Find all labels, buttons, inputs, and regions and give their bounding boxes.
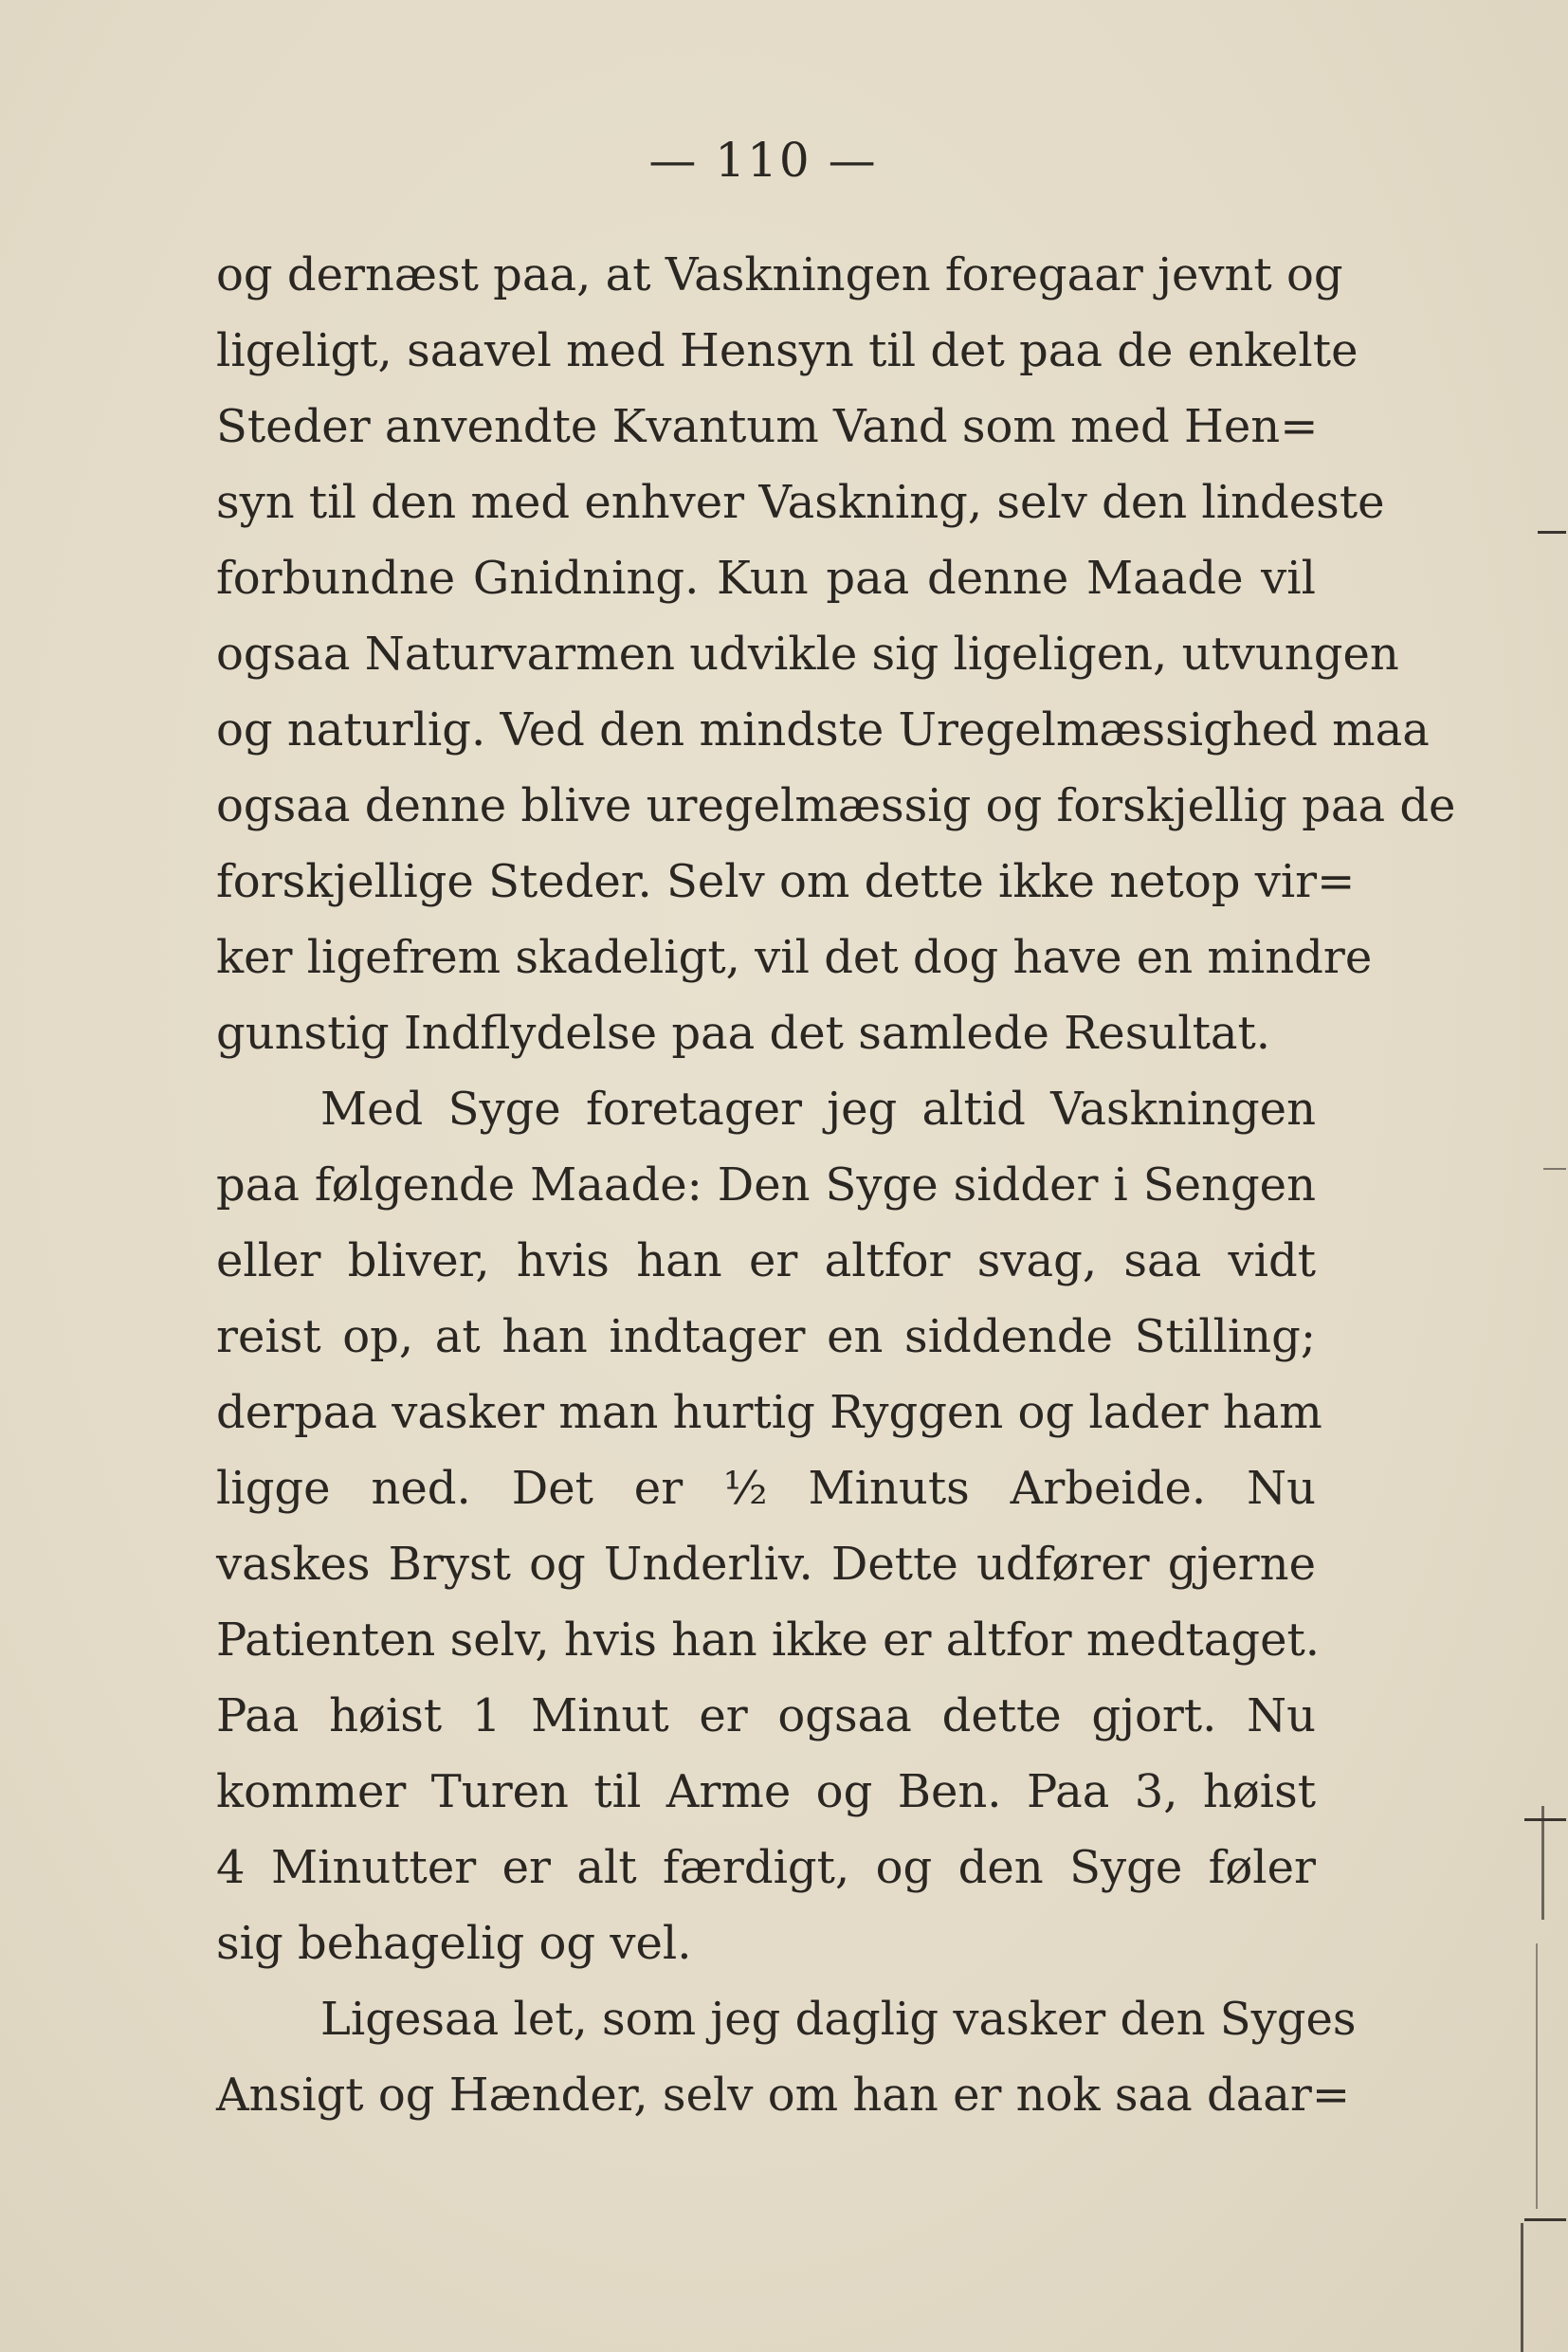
- text-line: forskjellige Steder. Selv om dette ikke netop vir=: [216, 855, 1356, 908]
- text-line: vaskes Bryst og Underliv. Dette udfører gjerne: [216, 1538, 1316, 1591]
- scan-edge-line: [1521, 2223, 1523, 2352]
- text-line: ligeligt, saavel med Hensyn til det paa de enkelte: [216, 324, 1358, 377]
- text-line: og naturlig. Ved den mindste Uregelmæssighed maa: [216, 703, 1430, 757]
- text-line: Steder anvendte Kvantum Vand som med Hen=: [216, 400, 1319, 453]
- text-line: Med Syge foretager jeg altid Vaskningen: [320, 1083, 1316, 1136]
- text-line: Ligesaa let, som jeg daglig vasker den Syges: [320, 1993, 1357, 2046]
- text-line: Patienten selv, hvis han ikke er altfor medtaget.: [216, 1614, 1321, 1667]
- text-line: Paa høist 1 Minut er ogsaa dette gjort. Nu: [216, 1689, 1316, 1742]
- text-line: ogsaa denne blive uregelmæssig og forskjellig paa de: [216, 779, 1456, 832]
- text-line: ker ligefrem skadeligt, vil det dog have en mindre: [216, 931, 1373, 984]
- text-line: Ansigt og Hænder, selv om han er nok saa daar=: [216, 2069, 1351, 2122]
- text-line: gunstig Indflydelse paa det samlede Resultat.: [216, 1007, 1271, 1060]
- scan-edge-line: [1536, 1943, 1538, 2209]
- text-line: forbundne Gnidning. Kun paa denne Maade vil: [216, 552, 1316, 605]
- text-line: 4 Minutter er alt færdigt, og den Syge føler: [216, 1841, 1316, 1894]
- scan-edge-line: [1543, 1168, 1566, 1170]
- scan-edge-line: [1541, 1806, 1544, 1920]
- text-line: paa følgende Maade: Den Syge sidder i Sengen: [216, 1158, 1316, 1212]
- text-line: reist op, at han indtager en siddende Stilling;: [216, 1310, 1316, 1363]
- text-line: kommer Turen til Arme og Ben. Paa 3, høist: [216, 1765, 1316, 1818]
- scan-edge-line: [1538, 531, 1566, 534]
- text-line: syn til den med enhver Vaskning, selv den lindeste: [216, 476, 1385, 529]
- text-line: sig behagelig og vel.: [216, 1917, 692, 1970]
- scan-edge-line: [1524, 1818, 1566, 1821]
- text-line: ogsaa Naturvarmen udvikle sig ligeligen, utvungen: [216, 628, 1399, 681]
- text-line: og dernæst paa, at Vaskningen foregaar jevnt og: [216, 248, 1343, 301]
- body-text: [216, 237, 1456, 2133]
- text-line: derpaa vasker man hurtig Ryggen og lader ham: [216, 1386, 1322, 1439]
- text-line: ligge ned. Det er ½ Minuts Arbeide. Nu: [216, 1462, 1316, 1515]
- page-number: — 110 —: [648, 133, 878, 188]
- scan-edge-line: [1524, 2218, 1566, 2221]
- text-line: eller bliver, hvis han er altfor svag, saa vidt: [216, 1234, 1316, 1287]
